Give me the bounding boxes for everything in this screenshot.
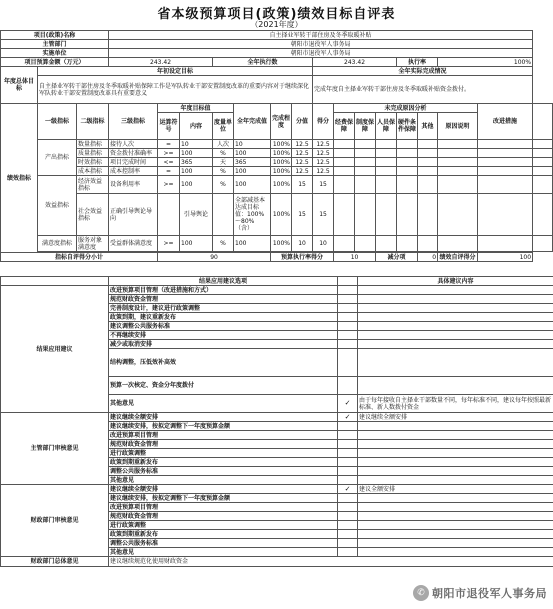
level3-cell: 项目完成时间	[109, 158, 158, 167]
subtotal-row	[1, 253, 553, 262]
header-reason: 未完成原因分析	[334, 104, 478, 113]
score-cell: 15	[313, 176, 334, 194]
level3-cell: 成本控制率	[109, 167, 158, 176]
content-cell: 引导舆论	[180, 194, 213, 236]
option-item: 规范财政资金管理	[109, 440, 338, 449]
actual-cell: 100	[234, 176, 271, 194]
unit-cell: 人次	[213, 140, 234, 149]
content-cell: 100	[180, 167, 213, 176]
option-item: 规范财政资金管理	[109, 512, 338, 521]
content-cell: 10	[180, 140, 213, 149]
option-item: 进行政策调整	[109, 521, 338, 530]
project-name-label: 项目(政策)名称	[1, 31, 109, 40]
score-cell: 12.5	[313, 158, 334, 167]
score-cell: 12.5	[313, 140, 334, 149]
option-item: 完善制度设计，建议进行政策调整	[109, 304, 338, 313]
exec-rate-value: 100%	[438, 58, 533, 67]
category-effect: 效益指标	[38, 176, 77, 236]
budget-label: 项目预算金额（万元）	[1, 58, 109, 67]
level2-cell: 服务对象满意度	[77, 236, 109, 252]
form-year: （2021年度）	[250, 20, 303, 29]
option-item: 预算一次核定、资金分年度拨付	[109, 377, 338, 395]
watermark-text: 朝阳市退役军人事务局	[432, 587, 547, 600]
op-cell: =	[158, 167, 180, 176]
actual-cell: 100	[234, 149, 271, 158]
op-cell	[158, 194, 180, 236]
header-rate: 完成程度	[271, 104, 292, 140]
application-label: 结果应用建议	[1, 286, 109, 413]
header-unit: 度量单位	[213, 113, 234, 140]
table-row	[1, 236, 553, 252]
header-r6: 原因说明	[438, 113, 478, 140]
op-cell: >=	[158, 176, 180, 194]
option-item: 建议继续安排，按拟定调整下一年度预算金额	[109, 494, 338, 503]
content-cell: 365	[180, 158, 213, 167]
budget-score-value: 10	[334, 253, 376, 262]
finance-review-check: ✓	[338, 485, 358, 494]
actual-result-header: 全年实际完成情况	[313, 67, 533, 76]
header-level1: 一级指标	[38, 104, 77, 140]
use-options-header: 结果应用建议选项	[109, 277, 338, 286]
dept-review-label: 主管部门审核意见	[1, 413, 109, 485]
overall-goal-label: 年度总体目标	[1, 67, 38, 104]
score-cell: 12.5	[313, 149, 334, 158]
rate-cell: 100%	[271, 236, 292, 252]
level2-cell: 数量指标	[77, 140, 109, 149]
unit-label: 实施单位	[1, 49, 109, 58]
main-table	[0, 30, 553, 262]
full-score-cell: 12.5	[292, 167, 313, 176]
full-score-cell: 12.5	[292, 158, 313, 167]
unit-cell: 天	[213, 158, 234, 167]
option-item: 结构调整，压低效补高效	[109, 349, 338, 377]
form-title: 省本级预算项目(政策)绩效目标自评表	[157, 7, 396, 22]
table-row	[1, 149, 553, 158]
header-score-full: 分值	[292, 104, 313, 140]
dept-review-note: 建议继续全额安排	[358, 413, 553, 422]
full-score-cell: 12.5	[292, 140, 313, 149]
header-content: 内容	[180, 113, 213, 140]
option-item: 改进预算项目管理	[109, 503, 338, 512]
application-check: ✓	[338, 395, 358, 413]
wechat-icon: ✆	[413, 585, 429, 601]
full-score-cell: 15	[292, 194, 313, 236]
header-r2: 制度保障	[355, 113, 376, 140]
deduct-value: 0	[418, 253, 438, 262]
level2-cell: 社会效益指标	[77, 194, 109, 236]
rate-cell: 100%	[271, 194, 292, 236]
actual-cell: 10	[234, 140, 271, 149]
unit-cell: %	[213, 167, 234, 176]
content-cell: 100	[180, 149, 213, 158]
finance-overall-value: 建议继续规范化使用财政资金	[109, 557, 553, 567]
rate-cell: 100%	[271, 167, 292, 176]
content-cell: 100	[180, 236, 213, 252]
header-target: 年度目标值	[158, 104, 234, 113]
header-level3: 三级指标	[109, 104, 158, 140]
option-item: 建议调整公共服务标准	[109, 322, 338, 331]
planned-goal-header: 年初设定目标	[38, 67, 313, 76]
finance-review-label: 财政部门审核意见	[1, 485, 109, 557]
op-cell: <=	[158, 158, 180, 167]
header-actual: 全年完成值	[234, 104, 271, 140]
actual-result-text: 完成年度自主择业军转干部住房及冬季取暖补贴资金拨付。	[313, 76, 533, 104]
option-item: 建议继续安排，按拟定调整下一年度预算金额	[109, 422, 338, 431]
table-row	[1, 167, 553, 176]
dept-review-check: ✓	[338, 413, 358, 422]
option-item: 其他意见	[109, 395, 338, 413]
level2-cell: 经济效益指标	[77, 176, 109, 194]
option-item: 建议继续全额安排	[109, 485, 338, 494]
exec-rate-label: 执行率	[397, 58, 438, 67]
unit-cell: %	[213, 236, 234, 252]
level3-cell: 资金拨付准确率	[109, 149, 158, 158]
option-item: 其他意见	[109, 476, 338, 485]
actual-cell: 365	[234, 158, 271, 167]
unit-value: 朝阳市退役军人事务局	[109, 49, 533, 58]
exec-amount-value: 243.42	[313, 58, 397, 67]
option-item: 调整公共服务标准	[109, 539, 338, 548]
header-r4: 硬件条件保障	[397, 113, 418, 140]
level3-cell: 受益群体满意度	[109, 236, 158, 252]
option-item: 改进预算项目管理	[109, 431, 338, 440]
table-row	[1, 194, 553, 236]
rate-cell: 100%	[271, 149, 292, 158]
score-cell: 10	[313, 236, 334, 252]
option-item: 调整公共服务标准	[109, 467, 338, 476]
rate-cell: 100%	[271, 158, 292, 167]
rate-cell: 100%	[271, 140, 292, 149]
review-table	[0, 276, 553, 567]
exec-amount-label: 全年执行数	[213, 58, 313, 67]
level2-cell: 时效指标	[77, 158, 109, 167]
indicators-section-label: 绩效指标	[1, 104, 38, 253]
total-label: 绩效自评得分	[439, 253, 476, 261]
total-value: 100	[478, 253, 533, 262]
header-r1: 经费保障	[334, 113, 355, 140]
budget-value: 243.42	[109, 58, 213, 67]
project-name-value: 自主择业军转干部住房及冬季取暖补贴	[109, 31, 533, 40]
level2-cell: 质量指标	[77, 149, 109, 158]
category-satisfaction: 满意度指标	[38, 236, 77, 252]
finance-review-note: 建议全额安排	[358, 485, 553, 494]
option-item: 政策到期重新发布	[109, 530, 338, 539]
level2-cell: 成本指标	[77, 167, 109, 176]
deduct-label: 减分项	[376, 253, 418, 262]
unit-cell: %	[213, 176, 234, 194]
option-item: 进行政策调整	[109, 449, 338, 458]
content-cell: 100	[180, 176, 213, 194]
budget-score-label: 预算执行率得分	[271, 253, 334, 262]
watermark	[413, 585, 547, 601]
detail-header: 具体建议内容	[358, 277, 553, 286]
unit-cell	[213, 194, 234, 236]
finance-overall-label: 财政部门总体意见	[1, 557, 109, 567]
planned-goal-text: 自主择业军转干部住房及冬季取暖补贴保障工作是军队转业干部安置制度改革的重要内容对于继续深化军队转业干部安置制度改革具有重要意义	[38, 76, 313, 104]
score-cell: 15	[313, 194, 334, 236]
option-item: 改进预算项目管理（改进措施和方式）	[109, 286, 338, 295]
unit-cell: %	[213, 149, 234, 158]
header-op: 运算符号	[158, 113, 180, 140]
actual-cell: 100	[234, 167, 271, 176]
option-item: 建议继续全额安排	[109, 413, 338, 422]
dept-value: 朝阳市退役军人事务局	[109, 40, 533, 49]
header-score: 得分	[313, 104, 334, 140]
application-note: 由于每年接收自主择业干部数量不同，每年标准不同，建议每年按照最新标准、新人数拨付资金	[358, 395, 553, 413]
option-item: 政策到期，建议重新发布	[109, 313, 338, 322]
header-r3: 人员保障	[376, 113, 397, 140]
header-measures: 改进措施	[478, 104, 533, 140]
op-cell: =	[158, 140, 180, 149]
rate-cell: 100%	[271, 176, 292, 194]
header-level2: 二级指标	[77, 104, 109, 140]
level3-cell: 接待人次	[109, 140, 158, 149]
table-row	[1, 176, 553, 194]
dept-label: 主管部门	[1, 40, 109, 49]
level3-cell: 设备利用率	[109, 176, 158, 194]
table-row	[1, 158, 553, 167]
score-cell: 12.5	[313, 167, 334, 176]
level3-cell: 正确引导舆论导向	[109, 194, 158, 236]
option-item: 不再继续安排	[109, 331, 338, 340]
full-score-cell: 15	[292, 176, 313, 194]
table-row	[1, 140, 553, 149]
full-score-cell: 12.5	[292, 149, 313, 158]
op-cell: >=	[158, 236, 180, 252]
option-item: 规范财政资金管理	[109, 295, 338, 304]
option-item: 其他意见	[109, 548, 338, 557]
header-r5: 其他	[418, 113, 438, 140]
option-item: 减少或取消安排	[109, 340, 338, 349]
actual-cell: 全部减基本达成目标值：100%～80%（含）	[234, 194, 271, 236]
header-blank	[533, 104, 553, 140]
actual-cell: 100	[234, 236, 271, 252]
category-output: 产出指标	[38, 140, 77, 176]
op-cell: >=	[158, 149, 180, 158]
option-item: 政策到期重新发布	[109, 458, 338, 467]
subtotal-label: 指标自评得分小计	[1, 253, 158, 262]
full-score-cell: 10	[292, 236, 313, 252]
subtotal-value: 90	[158, 253, 271, 262]
